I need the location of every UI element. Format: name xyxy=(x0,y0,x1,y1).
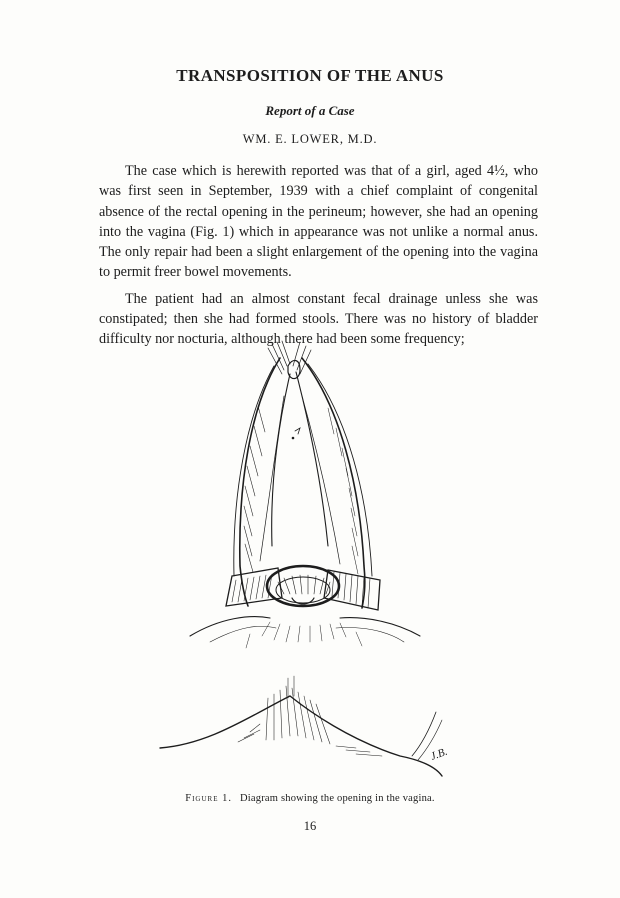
opening-hatching xyxy=(278,575,330,594)
paragraph-1: The case which is herewith reported was that of a girl, aged 4½, who was first seen in September, 1939 with a chief complaint of congenital absence of the rectal opening in the perineum; however, she had an opening into the vagina (Fig. 1) which in appearance was not unlike a normal anus. The only repair had been a slight enlargement of the opening into the vagina to permit freer bowel movements. xyxy=(99,163,538,281)
page-number: 16 xyxy=(303,819,317,833)
lower-diagram-hatching xyxy=(238,676,382,756)
right-labium-shading xyxy=(328,408,358,574)
article-author: WM. E. LOWER, M.D. xyxy=(242,132,378,146)
paragraph-2: The patient had an almost constant fecal drainage unless she was constipated; then she had formed stools. There was no history of bladder difficulty nor nocturia, although there had been some frequency; xyxy=(99,290,538,348)
figure-1-illustration xyxy=(150,336,480,786)
figure-label: Figure 1. xyxy=(185,793,232,804)
perineum-stippling xyxy=(246,622,362,648)
article-subtitle: Report of a Case xyxy=(265,103,355,118)
article-title: TRANSPOSITION OF THE ANUS xyxy=(176,66,444,85)
figure-caption-text: Diagram showing the opening in the vagina. xyxy=(240,793,435,804)
anatomical-drawing xyxy=(150,336,480,786)
illustrator-signature: J.B. xyxy=(428,745,450,763)
article-body xyxy=(99,161,538,356)
figure-caption xyxy=(0,793,620,804)
